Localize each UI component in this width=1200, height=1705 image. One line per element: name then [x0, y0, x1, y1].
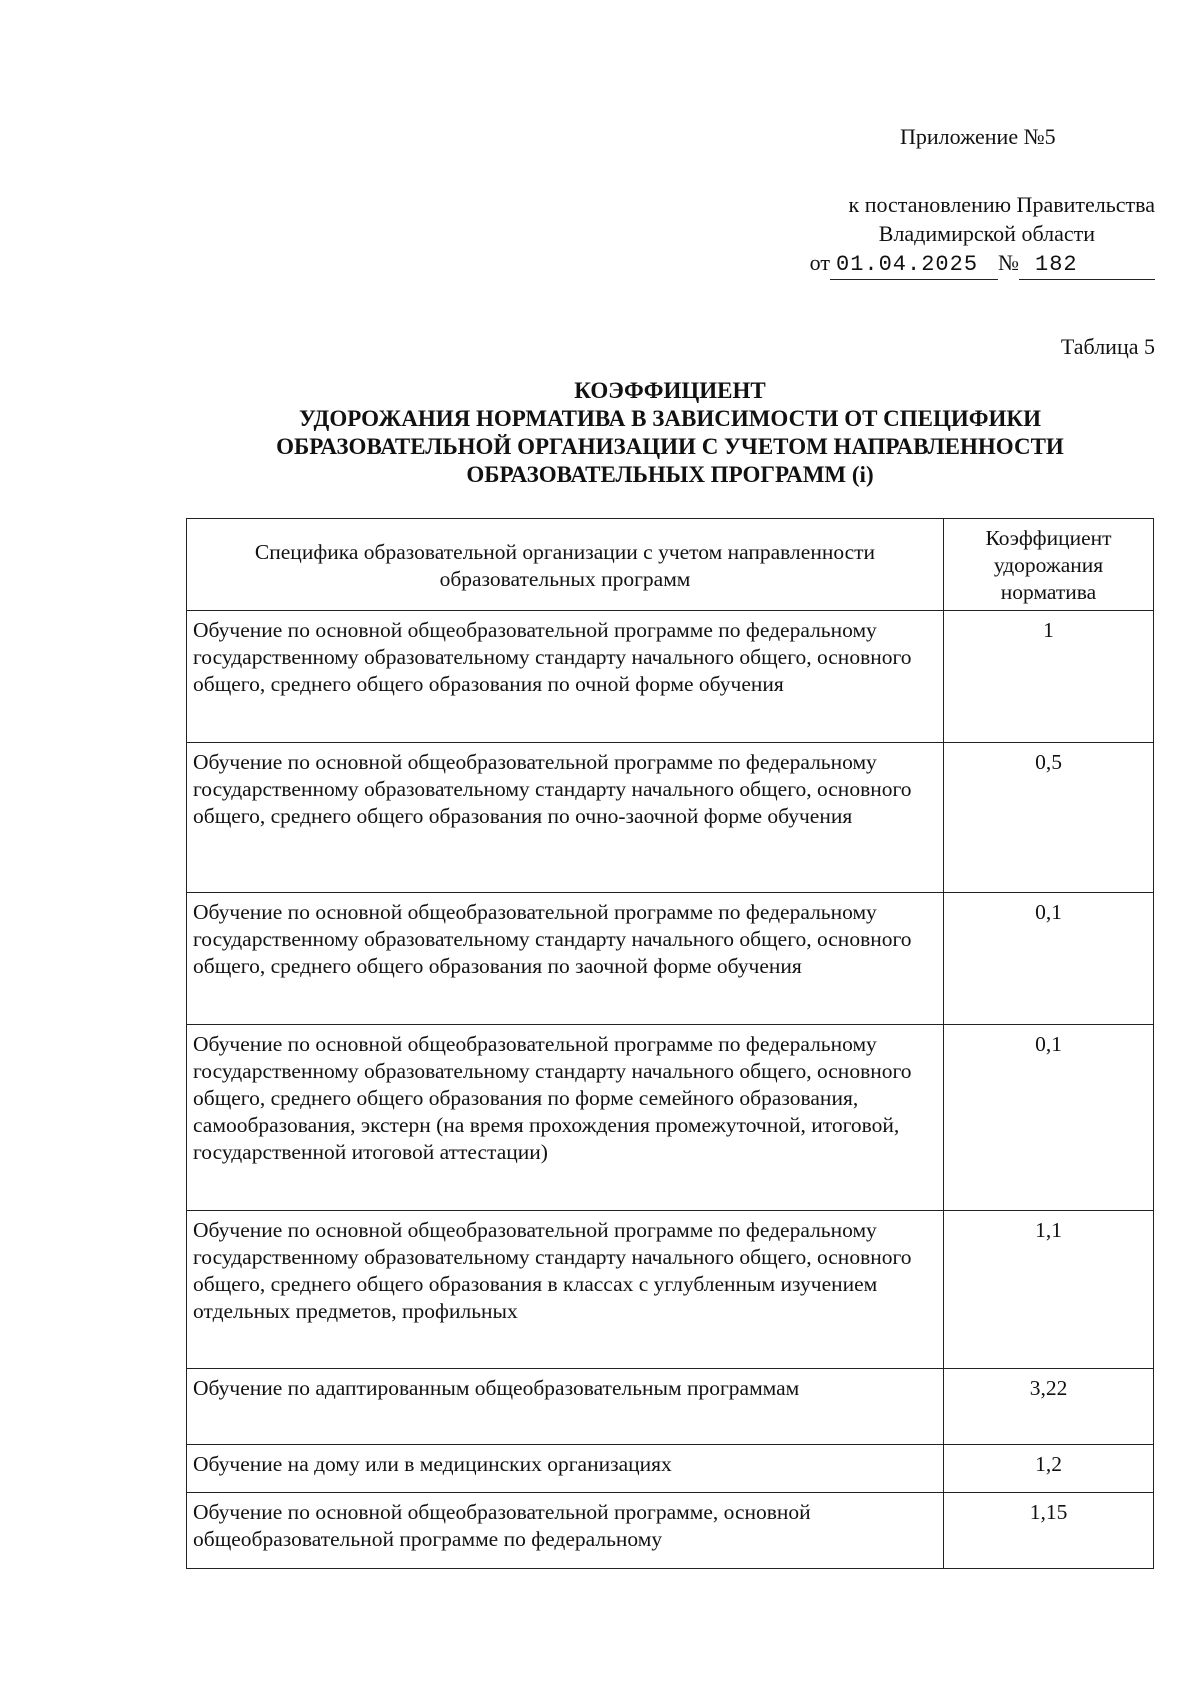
table-label: Таблица 5 [1060, 334, 1155, 359]
date-prefix: от [809, 250, 830, 275]
table-row [187, 1493, 1154, 1569]
document-title [170, 377, 1170, 489]
row-specifics: Обучение по основной общеобразовательной программе, основной общеобразовательной программе по федеральному [187, 1493, 944, 1569]
row-coefficient: 3,22 [944, 1369, 1154, 1445]
decree-date-number [810, 248, 1155, 280]
table-row [187, 611, 1154, 743]
row-coefficient: 0,1 [944, 893, 1154, 1025]
row-coefficient: 1,1 [944, 1211, 1154, 1369]
title-line-1: КОЭФФИЦИЕНТ [574, 378, 766, 403]
row-specifics: Обучение на дому или в медицинских организациях [187, 1445, 944, 1493]
row-coefficient: 1,2 [944, 1445, 1154, 1493]
header-specifics: Специфика образовательной организации с учетом направленности образовательных программ [187, 519, 944, 611]
table-row [187, 1445, 1154, 1493]
row-coefficient: 1,15 [944, 1493, 1154, 1569]
row-specifics: Обучение по основной общеобразовательной программе по федеральному государственному образовательному стандарту начального общего, основного общего, среднего общего образования по форме семейного образования, самообразования, экстерн (на время прохождения промежуточной, итоговой, государственной итоговой аттестации) [187, 1025, 944, 1211]
row-coefficient: 0,5 [944, 743, 1154, 893]
row-coefficient: 0,1 [944, 1025, 1154, 1211]
decree-line-2: Владимирской области [878, 221, 1095, 246]
table-row [187, 1025, 1154, 1211]
decree-reference [810, 190, 1155, 280]
decree-number: 182 [1019, 250, 1155, 280]
decree-date: 01.04.2025 [830, 250, 998, 280]
row-coefficient: 1 [944, 611, 1154, 743]
title-line-2: УДОРОЖАНИЯ НОРМАТИВА В ЗАВИСИМОСТИ ОТ СПЕЦИФИКИ [298, 406, 1042, 431]
title-line-3: ОБРАЗОВАТЕЛЬНОЙ ОРГАНИЗАЦИИ С УЧЕТОМ НАПРАВЛЕННОСТИ [276, 434, 1064, 459]
row-specifics: Обучение по основной общеобразовательной программе по федеральному государственному образовательному стандарту начального общего, основного общего, среднего общего образования по очно-заочной форме обучения [187, 743, 944, 893]
table-row [187, 1369, 1154, 1445]
row-specifics: Обучение по основной общеобразовательной программе по федеральному государственному образовательному стандарту начального общего, основного общего, среднего общего образования по заочной форме обучения [187, 893, 944, 1025]
coefficient-table [186, 518, 1154, 1569]
row-specifics: Обучение по адаптированным общеобразовательным программам [187, 1369, 944, 1445]
number-prefix: № [998, 250, 1019, 275]
row-specifics: Обучение по основной общеобразовательной программе по федеральному государственному образовательному стандарту начального общего, основного общего, среднего общего образования по очной форме обучения [187, 611, 944, 743]
title-line-4: ОБРАЗОВАТЕЛЬНЫХ ПРОГРАММ (i) [466, 462, 874, 487]
table-header-row [187, 519, 1154, 611]
header-coefficient: Коэффициент удорожания норматива [944, 519, 1154, 611]
decree-line-1: к постановлению Правительства [848, 192, 1155, 217]
table-row [187, 743, 1154, 893]
table-row [187, 893, 1154, 1025]
appendix-label: Приложение №5 [900, 124, 1056, 149]
table-row [187, 1211, 1154, 1369]
row-specifics: Обучение по основной общеобразовательной программе по федеральному государственному образовательному стандарту начального общего, основного общего, среднего общего образования в классах с углубленным изучением отдельных предметов, профильных [187, 1211, 944, 1369]
